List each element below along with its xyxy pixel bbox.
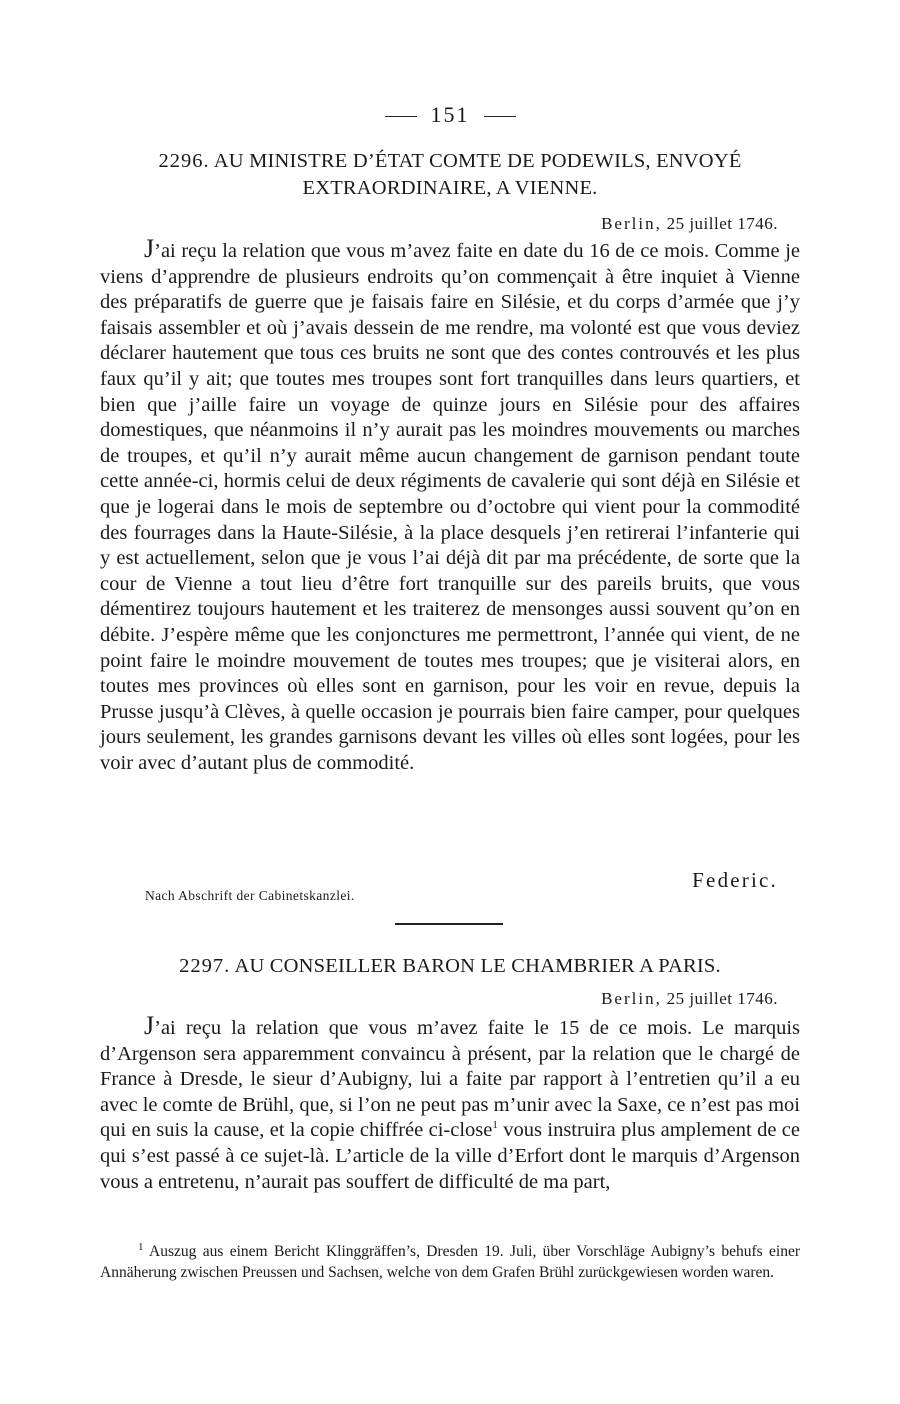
letter-2297-title: AU CONSEILLER BARON LE CHAMBRIER A PARIS.	[234, 955, 721, 977]
letter-2297-dropcap: J	[144, 1011, 155, 1040]
letter-2296-heading	[100, 148, 800, 202]
letter-2296-source-note: Nach Abschrift der Cabinetskanzlei.	[145, 888, 355, 903]
page-number-dash-left	[385, 116, 417, 117]
letter-2297-dateline	[400, 989, 778, 1009]
letter-2297-number: 2297.	[179, 955, 231, 977]
letter-2297-place: Berlin,	[601, 989, 662, 1008]
section-divider	[395, 923, 503, 925]
letter-2296-title-line1: AU MINISTRE D’ÉTAT COMTE DE PODEWILS, ENVOYÉ	[213, 150, 742, 172]
footnote-text: Auszug aus einem Bericht Klinggräffen’s, Dresden 19. Juli, über Vorschläge Aubigny’s behufs einer Annäherung zwischen Preussen und Sachsen, welche von dem Grafen Brühl zurückgewiesen worden waren.	[100, 1243, 800, 1281]
letter-2297-body-part1: ’ai reçu la relation que vous m’avez faite le 15 de ce mois. Le marquis d’Argenson sera apparemment convaincu à présent, par la relation que le chargé de France à Dresde, le sieur d’Aubigny, lui a faite par rapport à l’entretien qu’il a eu avec le comte de Brühl, que, si l’on ne peut pas m’unir avec la Saxe, ce n’est pas moi qui en suis la cause, et la copie chiffrée ci-close	[100, 1017, 800, 1142]
letter-2296-title-line2: EXTRAORDINAIRE, A VIENNE.	[302, 177, 598, 199]
letter-2297-heading	[100, 953, 800, 980]
letter-2296-date: 25 juillet 1746.	[666, 214, 778, 233]
page-number-dash-right	[484, 116, 516, 117]
letter-2296-body-text: ’ai reçu la relation que vous m’avez faite en date du 16 de ce mois. Comme je viens d’apprendre de plusieurs endroits qu’on commençait à être inquiet à Vienne des préparatifs de guerre que je faisais faire en Silésie, et du corps d’armée que j’y faisais assembler et où j’avais dessein de me rendre, ma volonté est que vous deviez déclarer hautement que tous ces bruits ne sont que des contes controuvés et les plus faux qu’il y ait; que toutes mes troupes sont fort tranquilles dans leurs quartiers, et bien que j’aille faire un voyage de quinze jours en Silésie pour des affaires domestiques, que néanmoins il n’y aurait pas les moindres mouvements ou marches de troupes, et qu’il n’y aurait même aucun changement de garnison pendant toute cette année-ci, hormis celui de deux régiments de cavalerie qui sont déjà en Silésie et que je logerai dans le mois de septembre ou d’octobre qui vient pour la commodité des fourrages dans la Haute-Silésie, à la place desquels j’en retirerai l’infanterie qui y est actuellement, selon que je vous l’ai déjà dit par ma précédente, de sorte que la cour de Vienne a tout lieu d’être fort tranquille sur des pareils bruits, que vous démentirez toujours hautement et les traiterez de mensonges aussi souvent qu’on en débite. J’espère même que les conjonctures me permettront, l’année qui vient, de ne point faire le moindre mouvement de toutes mes troupes; que je visiterai alors, en toutes mes provinces où elles sont en garnison, pour les voir en revue, depuis la Prusse jusqu’à Clèves, à quelle occasion je pourrais bien faire camper, pour quelques jours seulement, les grandes garnisons devant les villes où elles sont logées, pour les voir avec d’autant plus de commodité.	[100, 240, 800, 774]
page-number-text: 151	[430, 102, 470, 127]
footnote-reference: 1	[492, 1119, 498, 1132]
letter-2297-body	[100, 1013, 800, 1195]
footnote-marker: 1	[138, 1240, 144, 1253]
letter-2296-body	[100, 236, 800, 776]
letter-2297-date: 25 juillet 1746.	[666, 989, 778, 1008]
letter-2296-dropcap: J	[144, 234, 155, 263]
footnote	[100, 1241, 800, 1283]
letter-2297-body-part2: vous instruira plus amplement de ce qui s’est passé à ce sujet-là. L’article de la ville d’Erfort dont le marquis d’Argenson vous a entretenu, n’aurait pas souffert de difficulté de ma part,	[100, 1119, 801, 1193]
letter-2296-place: Berlin,	[601, 214, 662, 233]
letter-2296-signature: Federic.	[692, 868, 778, 892]
letter-2296-heading-line1	[100, 148, 800, 175]
letter-2296-dateline	[400, 214, 778, 234]
page-number	[0, 102, 900, 128]
letter-2296-number: 2296.	[158, 150, 210, 172]
